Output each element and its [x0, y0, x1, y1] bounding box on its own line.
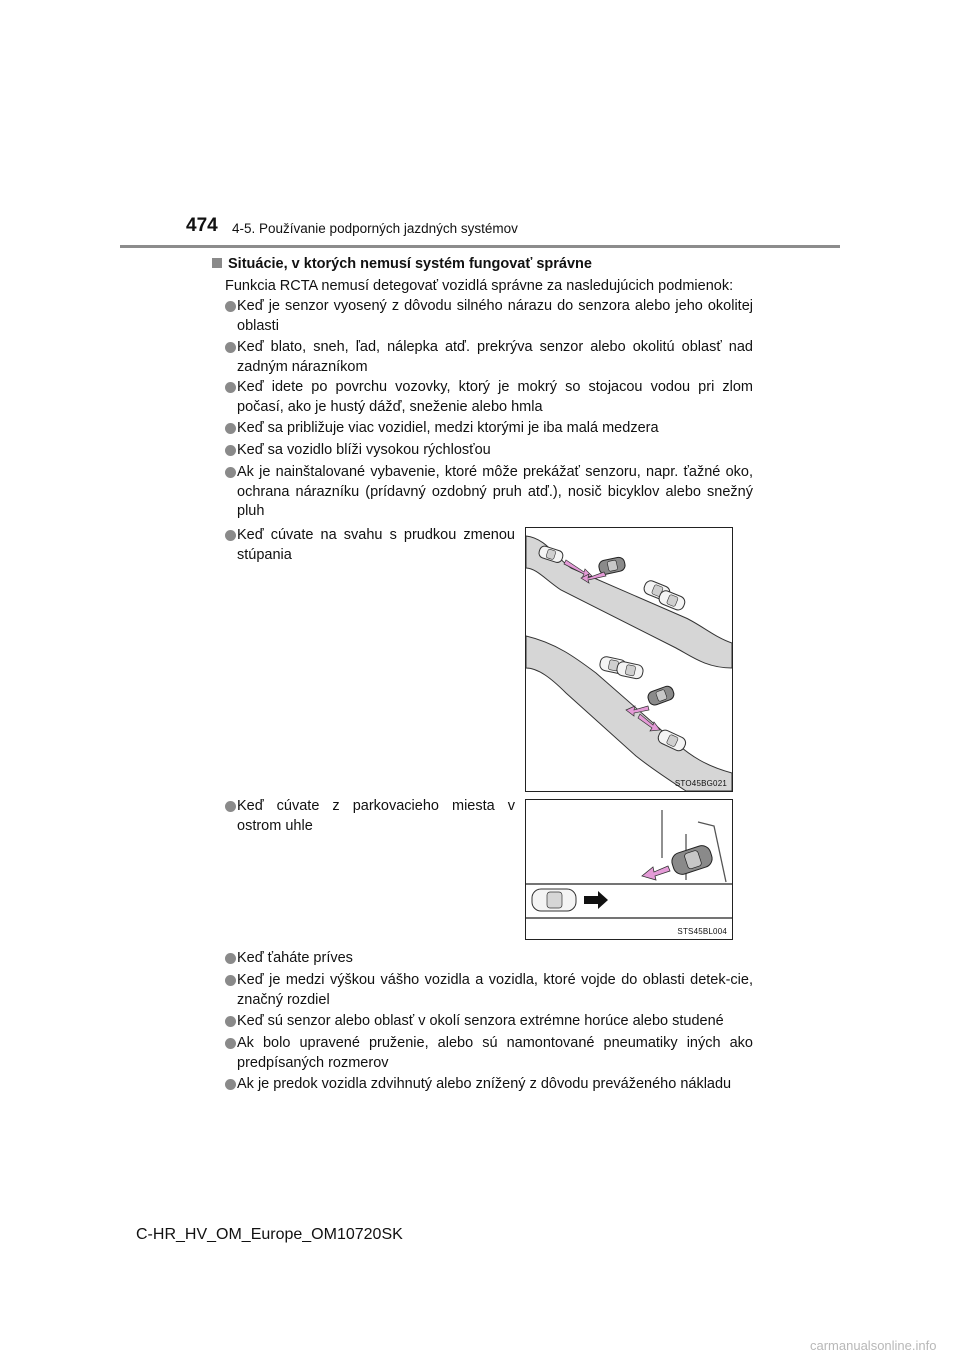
header-rule: [120, 245, 840, 248]
watermark: carmanualsonline.info: [810, 1338, 937, 1353]
list-item: Keď cúvate z parkovacieho miesta v ostrom uhle: [225, 797, 515, 836]
list-item: Keď blato, sneh, ľad, nálepka atď. prekrýva senzor alebo okolitú oblasť nad zadným nárazníkom: [225, 338, 753, 377]
chapter-title: 4-5. Používanie podporných jazdných systémov: [232, 221, 518, 236]
list-item: Keď sa približuje viac vozidiel, medzi ktorými je iba malá medzera: [225, 419, 753, 439]
parking-figure: [525, 799, 733, 940]
list-item: Ak je nainštalované vybavenie, ktoré môže prekážať senzoru, napr. ťažné oko, ochrana nárazníku (prídavný ozdobný pruh atď.), nosič bicyklov alebo snežný pluh: [225, 463, 753, 522]
car-icon: [616, 661, 644, 680]
car-icon: [532, 889, 576, 911]
square-bullet-icon: [212, 258, 222, 268]
car-icon: [646, 685, 675, 707]
figure-code: STO45BG021: [674, 779, 727, 788]
bullet-icon: [225, 301, 236, 312]
bullet-icon: [225, 1038, 236, 1049]
page-number: 474: [186, 215, 218, 236]
figure-code: STS45BL004: [677, 927, 727, 936]
bullet-icon: [225, 975, 236, 986]
footer-doc-id: C-HR_HV_OM_Europe_OM10720SK: [136, 1226, 403, 1243]
slope-illustration: [526, 528, 732, 791]
section-intro: Funkcia RCTA nemusí detegovať vozidlá správne za nasledujúcich podmienok:: [225, 278, 734, 294]
bullet-icon: [225, 467, 236, 478]
bullet-icon: [225, 423, 236, 434]
bullet-icon: [225, 953, 236, 964]
bullet-icon: [225, 530, 236, 541]
list-item: Keď cúvate na svahu s prudkou zmenou stúpania: [225, 526, 515, 565]
bullet-icon: [225, 1016, 236, 1027]
bullet-icon: [225, 382, 236, 393]
list-item: Ak je predok vozidla zdvihnutý alebo znížený z dôvodu preváženého nákladu: [225, 1075, 753, 1095]
list-item: Keď sú senzor alebo oblasť v okolí senzora extrémne horúce alebo studené: [225, 1012, 753, 1032]
section-heading: [212, 256, 592, 272]
list-item: Keď ťaháte príves: [225, 949, 753, 969]
slope-figure: [525, 527, 733, 792]
arrow-icon: [584, 891, 608, 909]
arrow-icon: [642, 866, 670, 880]
list-item: Ak bolo upravené pruženie, alebo sú namontované pneumatiky iných ako predpísaných rozmerov: [225, 1034, 753, 1073]
bullet-icon: [225, 801, 236, 812]
parking-illustration: [526, 800, 732, 939]
bullet-icon: [225, 342, 236, 353]
list-item: Keď idete po povrchu vozovky, ktorý je mokrý so stojacou vodou pri zlom počasí, ako je hustý dážď, sneženie alebo hmla: [225, 378, 753, 417]
list-item: Keď sa vozidlo blíži vysokou rýchlosťou: [225, 441, 753, 461]
list-item: Keď je medzi výškou vášho vozidla a vozidla, ktoré vojde do oblasti detek-cie, značný rozdiel: [225, 971, 753, 1010]
bullet-icon: [225, 1079, 236, 1090]
list-item: Keď je senzor vyosený z dôvodu silného nárazu do senzora alebo jeho okolitej oblasti: [225, 297, 753, 336]
section-heading-text: Situácie, v ktorých nemusí systém fungovať správne: [228, 256, 592, 272]
bullet-icon: [225, 445, 236, 456]
car-icon: [670, 843, 715, 876]
